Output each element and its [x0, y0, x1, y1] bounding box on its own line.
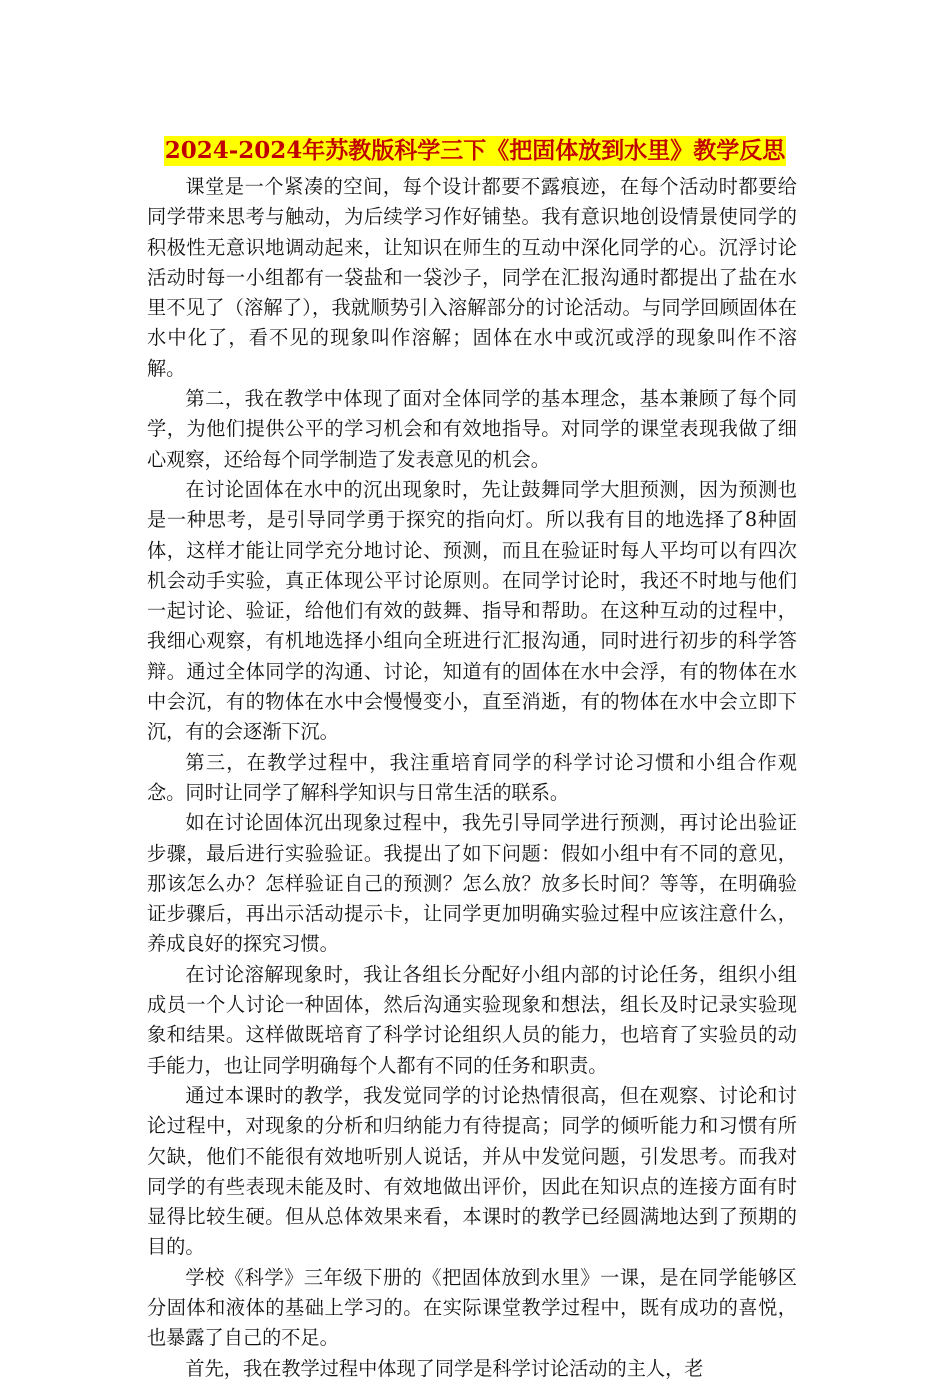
paragraph-1: 课堂是一个紧凑的空间，每个设计都要不露痕迹，在每个活动时都要给同学带来思考与触动，为后续学习作好铺垫。我有意识地创设情景使同学的积极性无意识地调动起来，让知识在师生的互动中深化同学的心。沉浮讨论活动时每一小组都有一袋盐和一袋沙子，同学在汇报沟通时都提出了盐在水里不见了（溶解了），我就顺势引入溶解部分的讨论活动。与同学回顾固体在水中化了，看不见的现象叫作溶解；固体在水中或沉或浮的现象叫作不溶解。	[147, 175, 797, 380]
paragraph-5: 如在讨论固体沉出现象过程中，我先引导同学进行预测，再讨论出验证步骤，最后进行实验验证。我提出了如下问题：假如小组中有不同的意见，那该怎么办？怎样验证自己的预测？怎么放？放多长时间？等等，在明确验证步骤后，再出示活动提示卡，让同学更加明确实验过程中应该注意什么，养成良好的探究习惯。	[147, 811, 797, 956]
paragraph-7: 通过本课时的教学，我发觉同学的讨论热情很高，但在观察、讨论和讨论过程中，对现象的分析和归纳能力有待提高；同学的倾听能力和习惯有所欠缺，他们不能很有效地听别人说话，并从中发觉问题，引发思考。而我对同学的有些表现未能及时、有效地做出评价，因此在知识点的连接方面有时显得比较生硬。但从总体效果来看，本课时的教学已经圆满地达到了预期的目的。	[147, 1083, 797, 1259]
document-body	[147, 172, 797, 1384]
paragraph-9: 首先，我在教学过程中体现了同学是科学讨论活动的主人，老	[185, 1356, 704, 1380]
title-container	[0, 136, 950, 166]
paragraph-4: 第三，在教学过程中，我注重培育同学的科学讨论习惯和小组合作观念。同时让同学了解科学知识与日常生活的联系。	[147, 750, 797, 804]
paragraph-2: 第二，我在教学中体现了面对全体同学的基本理念，基本兼顾了每个同学，为他们提供公平的学习机会和有效地指导。对同学的课堂表现我做了细心观察，还给每个同学制造了发表意见的机会。	[147, 387, 797, 471]
paragraph-8: 学校《科学》三年级下册的《把固体放到水里》一课，是在同学能够区分固体和液体的基础上学习的。在实际课堂教学过程中，既有成功的喜悦，也暴露了自己的不足。	[147, 1265, 797, 1350]
document-title: 2024-2024年苏教版科学三下《把固体放到水里》教学反思	[164, 137, 786, 164]
paragraph-6: 在讨论溶解现象时，我让各组长分配好小组内部的讨论任务，组织小组成员一个人讨论一种固体，然后沟通实验现象和想法，组长及时记录实验现象和结果。这样做既培育了科学讨论组织人员的能力，也培育了实验员的动手能力，也让同学明确每个人都有不同的任务和职责。	[147, 962, 797, 1077]
paragraph-3: 在讨论固体在水中的沉出现象时，先让鼓舞同学大胆预测，因为预测也是一种思考，是引导同学勇于探究的指向灯。所以我有目的地选择了8种固体，这样才能让同学充分地讨论、预测，而且在验证时每人平均可以有四次机会动手实验，真正体现公平讨论原则。在同学讨论时，我还不时地与他们一起讨论、验证，给他们有效的鼓舞、指导和帮助。在这种互动的过程中，我细心观察，有机地选择小组向全班进行汇报沟通，同时进行初步的科学答辩。通过全体同学的沟通、讨论，知道有的固体在水中会浮，有的物体在水中会沉，有的物体在水中会慢慢变小，直至消逝，有的物体在水中会立即下沉，有的会逐渐下沉。	[147, 477, 797, 744]
